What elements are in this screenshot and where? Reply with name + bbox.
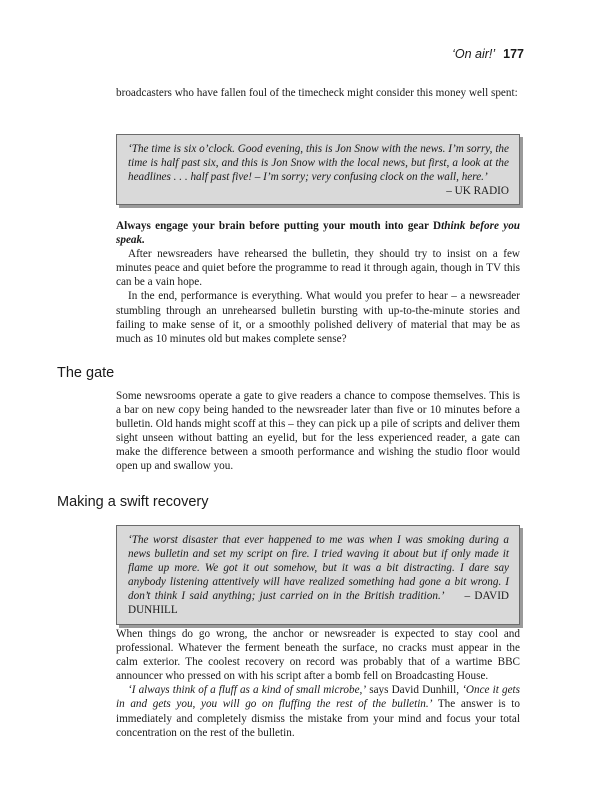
dunhill-attribution: says David Dunhill, — [366, 684, 463, 697]
recovery-paragraph-1: When things do go wrong, the anchor or newsreader is expected to stay cool and professional. Whatever the ferment beneath the surface, no cracks must appear in the calm exterior. The coolest recovery on record was probably that of a wartime BBC announcer who pressed on with his script after a bomb fell on Broadcasting House. — [116, 628, 520, 683]
intro-block — [116, 86, 520, 100]
dunhill-quote-b: ‘Once it gets in and gets you, you will go on fluffing the rest of the bulletin.’ — [116, 684, 520, 711]
recovery-paragraph-2 — [116, 683, 520, 739]
rule-bold-text: Always engage your brain before putting your mouth into gear D — [116, 220, 442, 232]
quote-source: – DAVID DUNHILL — [128, 590, 509, 617]
heading-the-gate: The gate — [57, 365, 115, 381]
page-number: 177 — [503, 47, 524, 61]
intro-paragraph: broadcasters who have fallen foul of the timecheck might consider this money well spent: — [116, 87, 518, 99]
gate-block — [116, 389, 520, 474]
chapter-title: ‘On air!’ — [452, 47, 496, 61]
dunhill-quote-a: ‘I always think of a fluff as a kind of small microbe,’ — [128, 684, 367, 697]
recovery-conclusion: The answer is to immediately and completely dismiss the mistake from your mind and focus your total concentration on the rest of the bulletin. — [116, 698, 520, 739]
body-paragraph-performance: In the end, performance is everything. What would you prefer to hear – a newsreader stumbling through an unrehearsed bulletin bursting with up-to-the-minute stories and failing to make sense of it, or a smoothly polished delivery of material that may be as much as 10 minutes old but makes complete sense? — [116, 290, 520, 345]
rule-and-body-block — [116, 219, 520, 346]
gate-paragraph: Some newsrooms operate a gate to give readers a chance to compose themselves. This is a bar on new copy being handed to the newsreader later than five or 10 minutes before a bulletin. Old hands might scoff at this – they can pick up a pile of scripts and deliver them sight unseen without batting an eyelid, but for the less experienced reader, a gate can make the difference between a smooth performance and wishing the studio floor would open up and swallow you. — [116, 390, 520, 473]
quote-box-uk-radio — [116, 134, 520, 205]
rule-paragraph — [116, 219, 520, 247]
body-paragraph-rehearse: After newsreaders have rehearsed the bulletin, they should try to insist on a few minutes peace and quiet before the programme to read it through again, though in TV this can be a vain hope. — [116, 248, 520, 289]
rule-bold-italic-text: think before you speak. — [116, 220, 521, 247]
heading-swift-recovery: Making a swift recovery — [57, 494, 209, 510]
quote-text: ‘The time is six o’clock. Good evening, this is Jon Snow with the news. I’m sorry, the time is half past six, and this is Jon Snow with the local news, but first, a look at the headlines . . . half past five! – I’m sorry; very confusing clock on the wall, here.’ — [128, 143, 509, 184]
running-header — [452, 47, 524, 62]
recovery-body-block — [116, 627, 520, 740]
quote-box-david-dunhill — [116, 525, 520, 625]
quote-text — [128, 533, 509, 618]
quote-source: – UK RADIO — [446, 185, 509, 198]
quote-body: ‘The worst disaster that ever happened to me was when I was smoking during a news bulletin and set my script on fire. I tried waving it about but if only made it flame up more. We got it out somehow, but it was a bit distracting. I dare say anybody listening attentively will have realized something had gone a bit wrong. I don’t think I said anything; just carried on in the British tradition.’ — [128, 534, 509, 603]
